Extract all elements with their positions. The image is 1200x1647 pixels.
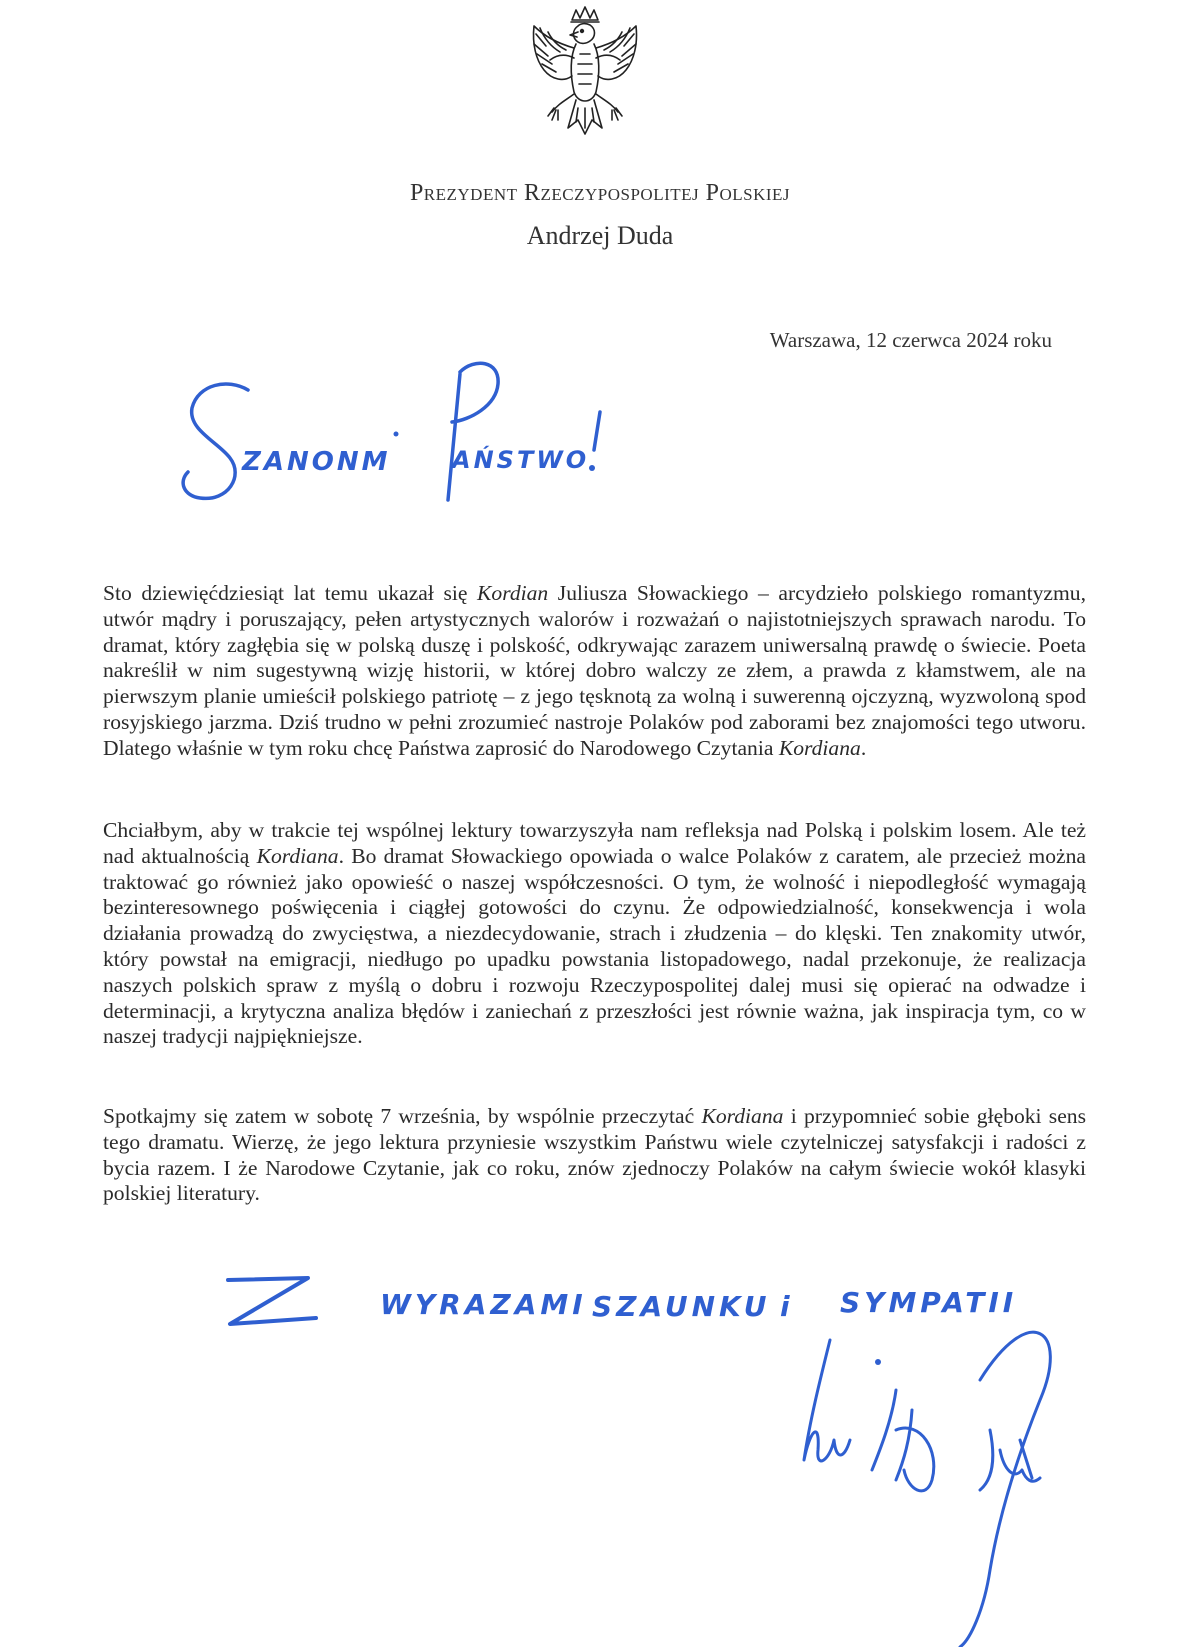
paragraph-text: Juliusza Słowackiego – arcydzieło polskiego romantyzmu, utwór mądry i poruszający, pełen artystycznych walorów i rozważań o najistotniejszych sprawach narodu. To dramat, który zagłębia się w polską duszę i polskość, odkrywając zarazem uniwersalną prawdę o świecie. Poeta nakreślił w nim sugestywną wizję historii, w której dobro walczy ze złem, a prawda z kłamstwem, ale na pierwszym planie umieścił polskiego patriotę – z jego tęsknotą za wolną i suwerenną ojczyzną, wyzwoloną spod rosyjskiego jarzma. Dziś trudno w pełni zrozumieć nastroje Polaków pod zaborami bez znajomości tego utworu. Dlatego właśnie w tym roku chcę Państwa zaprosić do Narodowego Czytania — [103, 581, 1086, 760]
letter-paragraph-1 — [103, 581, 1086, 762]
svg-text:SYMPATII: SYMPATII — [840, 1286, 1018, 1319]
svg-text:AŃSTWO: AŃSTWO — [452, 446, 590, 474]
signature-image — [800, 1310, 1100, 1647]
svg-text:WYRAZAMI: WYRAZAMI — [380, 1288, 587, 1321]
eagle-emblem-icon — [510, 4, 660, 164]
salutation-text: Szanowni Państwo! — [170, 350, 178, 351]
paragraph-text: Spotkajmy się zatem w sobotę 7 września, by wspólnie przeczytać — [103, 1104, 702, 1128]
paragraph-text: i przypomnieć sobie głęboki sens tego dramatu. Wierzę, że jego lektura przyniesie wszystkim Państwu wiele czytelniczej satysfakcji i radości z bycia razem. I że Narodowe Czytanie, jak co roku, znów zjednoczy Polaków na całym świecie wokół klasyki polskiej literatury. — [103, 1104, 1087, 1206]
handwritten-salutation — [170, 350, 650, 540]
work-title-text: Kordiana — [701, 1104, 784, 1128]
letter-paragraph-3 — [103, 1104, 1086, 1207]
svg-text:i: i — [780, 1290, 790, 1323]
svg-text:SZAUNKU: SZAUNKU — [592, 1290, 771, 1323]
work-title-text: Kordiana — [256, 843, 339, 868]
paragraph-text: . Bo dramat Słowackiego opowiada o walce Polaków z caratem, ale przecież można traktować go również jako opowieść o naszej współczesności. O tym, że wolność i niepodległość wymagają bezinteresownego poświęcenia i ciągłej gotowości do czynu. Że odpowiedzialność, konsekwencja i wola działania prowadzą do zwycięstwa, a niezdecydowanie, strach i złudzenia – do klęski. Ten znakomity utwór, który powstał na emigracji, niedługo po upadku powstania listopadowego, nadal przekonuje, że realizacja naszych polskich spraw z myślą o dobru i rozwoju Rzeczypospolitej dalej musi się opierać na odwadze i determinacji, a krytyczna analiza błędów i zaniechań z przeszłości jest równie ważna, jak inspiracja tym, co w naszej tradycji najpiękniejsze. — [103, 843, 1086, 1049]
letter-paragraph-2 — [103, 818, 1086, 1050]
work-title-text: Kordiana — [778, 735, 861, 760]
closing-text: Z wyrazami szacunku i sympatii — [220, 1258, 233, 1259]
svg-text:ZANONM: ZANONM — [242, 447, 391, 477]
issuer-name: Andrzej Duda — [526, 221, 674, 250]
work-title-text: Kordian — [477, 581, 549, 605]
paragraph-text: Sto dziewięćdziesiąt lat temu ukazał się — [103, 581, 478, 605]
letter-date: Warszawa, 12 czerwca 2024 roku — [769, 328, 1052, 352]
paragraph-text: Chciałbym, aby w trakcie tej wspólnej lektury towarzyszyła nam refleksja nad Polską i polskim losem. Ale też nad aktualnością — [103, 818, 1086, 868]
paragraph-text: . — [860, 735, 867, 760]
issuer-title: Prezydent Rzeczypospolitej Polskiej — [409, 180, 791, 206]
